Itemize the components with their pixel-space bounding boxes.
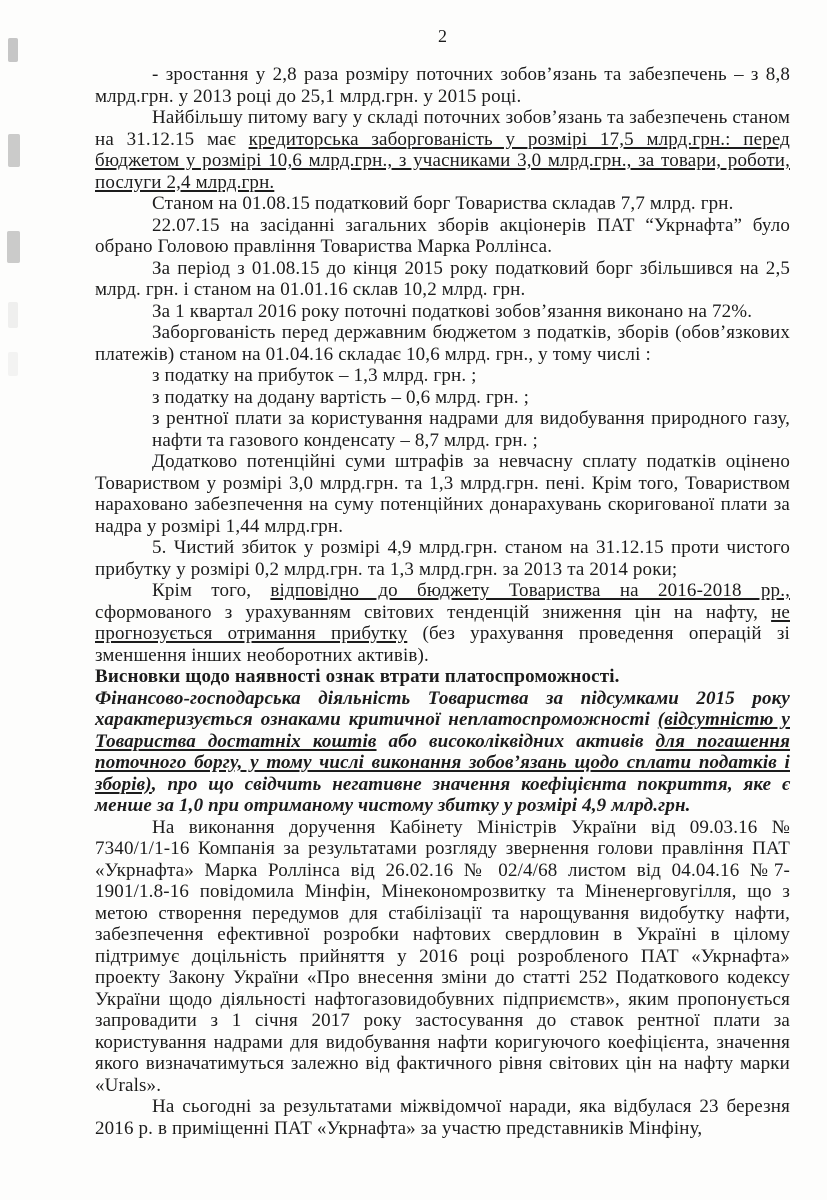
text-run: 5. Чистий збиток у розмірі 4,9 млрд.грн. станом на 31.12.15 проти чистого прибутку у розмірі 0,2 млрд.грн. та 1,3 млрд.грн. за 2013 та 2014 роки; [95, 537, 790, 580]
scan-artifact [8, 352, 18, 376]
paragraph [152, 408, 790, 451]
page-number: 2 [438, 26, 447, 46]
paragraph [95, 301, 790, 323]
scan-artifact [7, 231, 20, 263]
text-run: (без урахування проведення операцій зі зменшення інших необоротних активів). [95, 623, 790, 666]
paragraph [95, 1096, 790, 1139]
text-run: , про що свідчить негативне значення коефіцієнта покриття, яке є менше за 1,0 при отриманому чистому збитку у розмірі 4,9 млрд.грн. [95, 773, 790, 816]
paragraph [95, 688, 790, 817]
text-run: Найбільшу питому вагу у складі поточних зобов’язань та забезпечень станом на 31.12.15 має [95, 107, 790, 150]
paragraph [95, 322, 790, 365]
scan-artifact [8, 302, 18, 328]
paragraph [95, 64, 790, 107]
text-run: На виконання доручення Кабінету Міністрів України від 09.03.16 № 7340/1/1-16 Компанія за результатами розгляду звернення голови правління ПАТ «Укрнафта» Марка Роллінса від 26.02.16 № 02/4/68 листом від 04.04.16 №7-1901/1.8-16 повідомила Мінфін, Мінекономрозвитку та Міненерговугілля, що з метою створення передумов для стабілізації та нарощування видобутку нафти, забезпечення ефективної розробки нафтових свердловин в Україні в цілому підтримує доцільність прийняття у 2016 році розробленого ПАТ «Укрнафта» проекту Закону України «Про внесення зміни до статті 252 Податкового кодексу України щодо діяльності нафтогазовидобувних підприємств», яким пропонується запровадити з 1 січня 2017 року застосування до ставок рентної плати за користування надрами для видобування нафти коригуючого коефіцієнта, значення якого визначатимуться залежно від фактичного рівня світових цін на нафту марки «Urals». [95, 816, 790, 1096]
text-run: або високоліквідних активів [376, 730, 656, 752]
text-run: Додатково потенційні суми штрафів за невчасну сплату податків оцінено Товариством у розмірі 3,0 млрд.грн. та 1,3 млрд.грн. пені. Крім того, Товариством нараховано забезпечення на суму потенційних донарахувань скоригованої плати за надра у розмірі 1,44 млрд.грн. [95, 451, 790, 537]
underlined-text: відповідно до бюджету Товариства на 2016-2018 рр., [270, 580, 790, 601]
text-run: - зростання у 2,8 раза розміру поточних зобов’язань та забезпечень – з 8,8 млрд.грн. у 2013 році до 25,1 млрд.грн. у 2015 році. [95, 64, 790, 107]
text-run: За період з 01.08.15 до кінця 2015 року податковий борг збільшився на 2,5 млрд. грн. і станом на 01.01.16 склав 10,2 млрд. грн. [95, 257, 790, 300]
text-run: На сьогодні за результатами міжвідомчої наради, яка відбулася 23 березня 2016 р. в приміщенні ПАТ «Укрнафта» за участю представників Мінфіну, [95, 1096, 790, 1139]
scan-artifact [8, 134, 20, 167]
underlined-text: кредиторська заборгованість у розмірі 17,5 млрд.грн.: перед бюджетом у розмірі 10,6 млрд.грн., з учасниками 3,0 млрд.грн., за товари, роботи, послуги 2,4 млрд.грн. [95, 128, 790, 193]
text-run: Крім того, [152, 580, 271, 601]
text-run: 22.07.15 на засіданні загальних зборів акціонерів ПАТ “Укрнафта” було обрано Головою правління Товариства Марка Роллінса. [95, 214, 790, 257]
paragraph [152, 387, 790, 409]
text-run: з податку на додану вартість – 0,6 млрд. грн. ; [152, 386, 530, 408]
paragraph [152, 365, 790, 387]
underlined-text: не прогнозується отримання прибутку [95, 601, 790, 644]
paragraph [95, 580, 790, 666]
paragraph [95, 451, 790, 537]
paragraph [95, 537, 790, 580]
underlined-text: для погашення поточного боргу, у тому числі виконання зобов’язань щодо сплати податків і зборів) [95, 730, 791, 795]
paragraph [95, 817, 790, 1097]
text-run: За 1 квартал 2016 року поточні податкові зобов’язання виконано на 72%. [152, 300, 753, 322]
text-run: Фінансово-господарська діяльність Товариства за підсумками 2015 року характеризується ознаками критичної неплатоспроможності [95, 687, 790, 730]
document-text [95, 64, 790, 1139]
paragraph [95, 215, 790, 258]
text-run: з податку на прибуток – 1,3 млрд. грн. ; [152, 365, 477, 386]
text-run: Заборгованість перед державним бюджетом з податків, зборів (обов’язкових платежів) станом на 01.04.16 складає 10,6 млрд. грн., у тому числі : [95, 322, 790, 365]
paragraph [95, 258, 790, 301]
underlined-text: (відсутністю у Товариства достатніх коштів [95, 709, 790, 752]
text-run: Станом на 01.08.15 податковий борг Товариства складав 7,7 млрд. грн. [152, 193, 734, 214]
scan-artifact [8, 38, 18, 62]
paragraph [95, 107, 790, 193]
paragraph [95, 666, 790, 688]
text-run: сформованого з урахуванням світових тенденцій зниження цін на нафту, [95, 601, 772, 623]
text-run: з рентної плати за користування надрами для видобування природного газу, нафти та газового конденсату – 8,7 млрд. грн. ; [152, 408, 790, 451]
paragraph [95, 193, 790, 215]
text-run: Висновки щодо наявності ознак втрати платоспроможності. [95, 666, 620, 687]
